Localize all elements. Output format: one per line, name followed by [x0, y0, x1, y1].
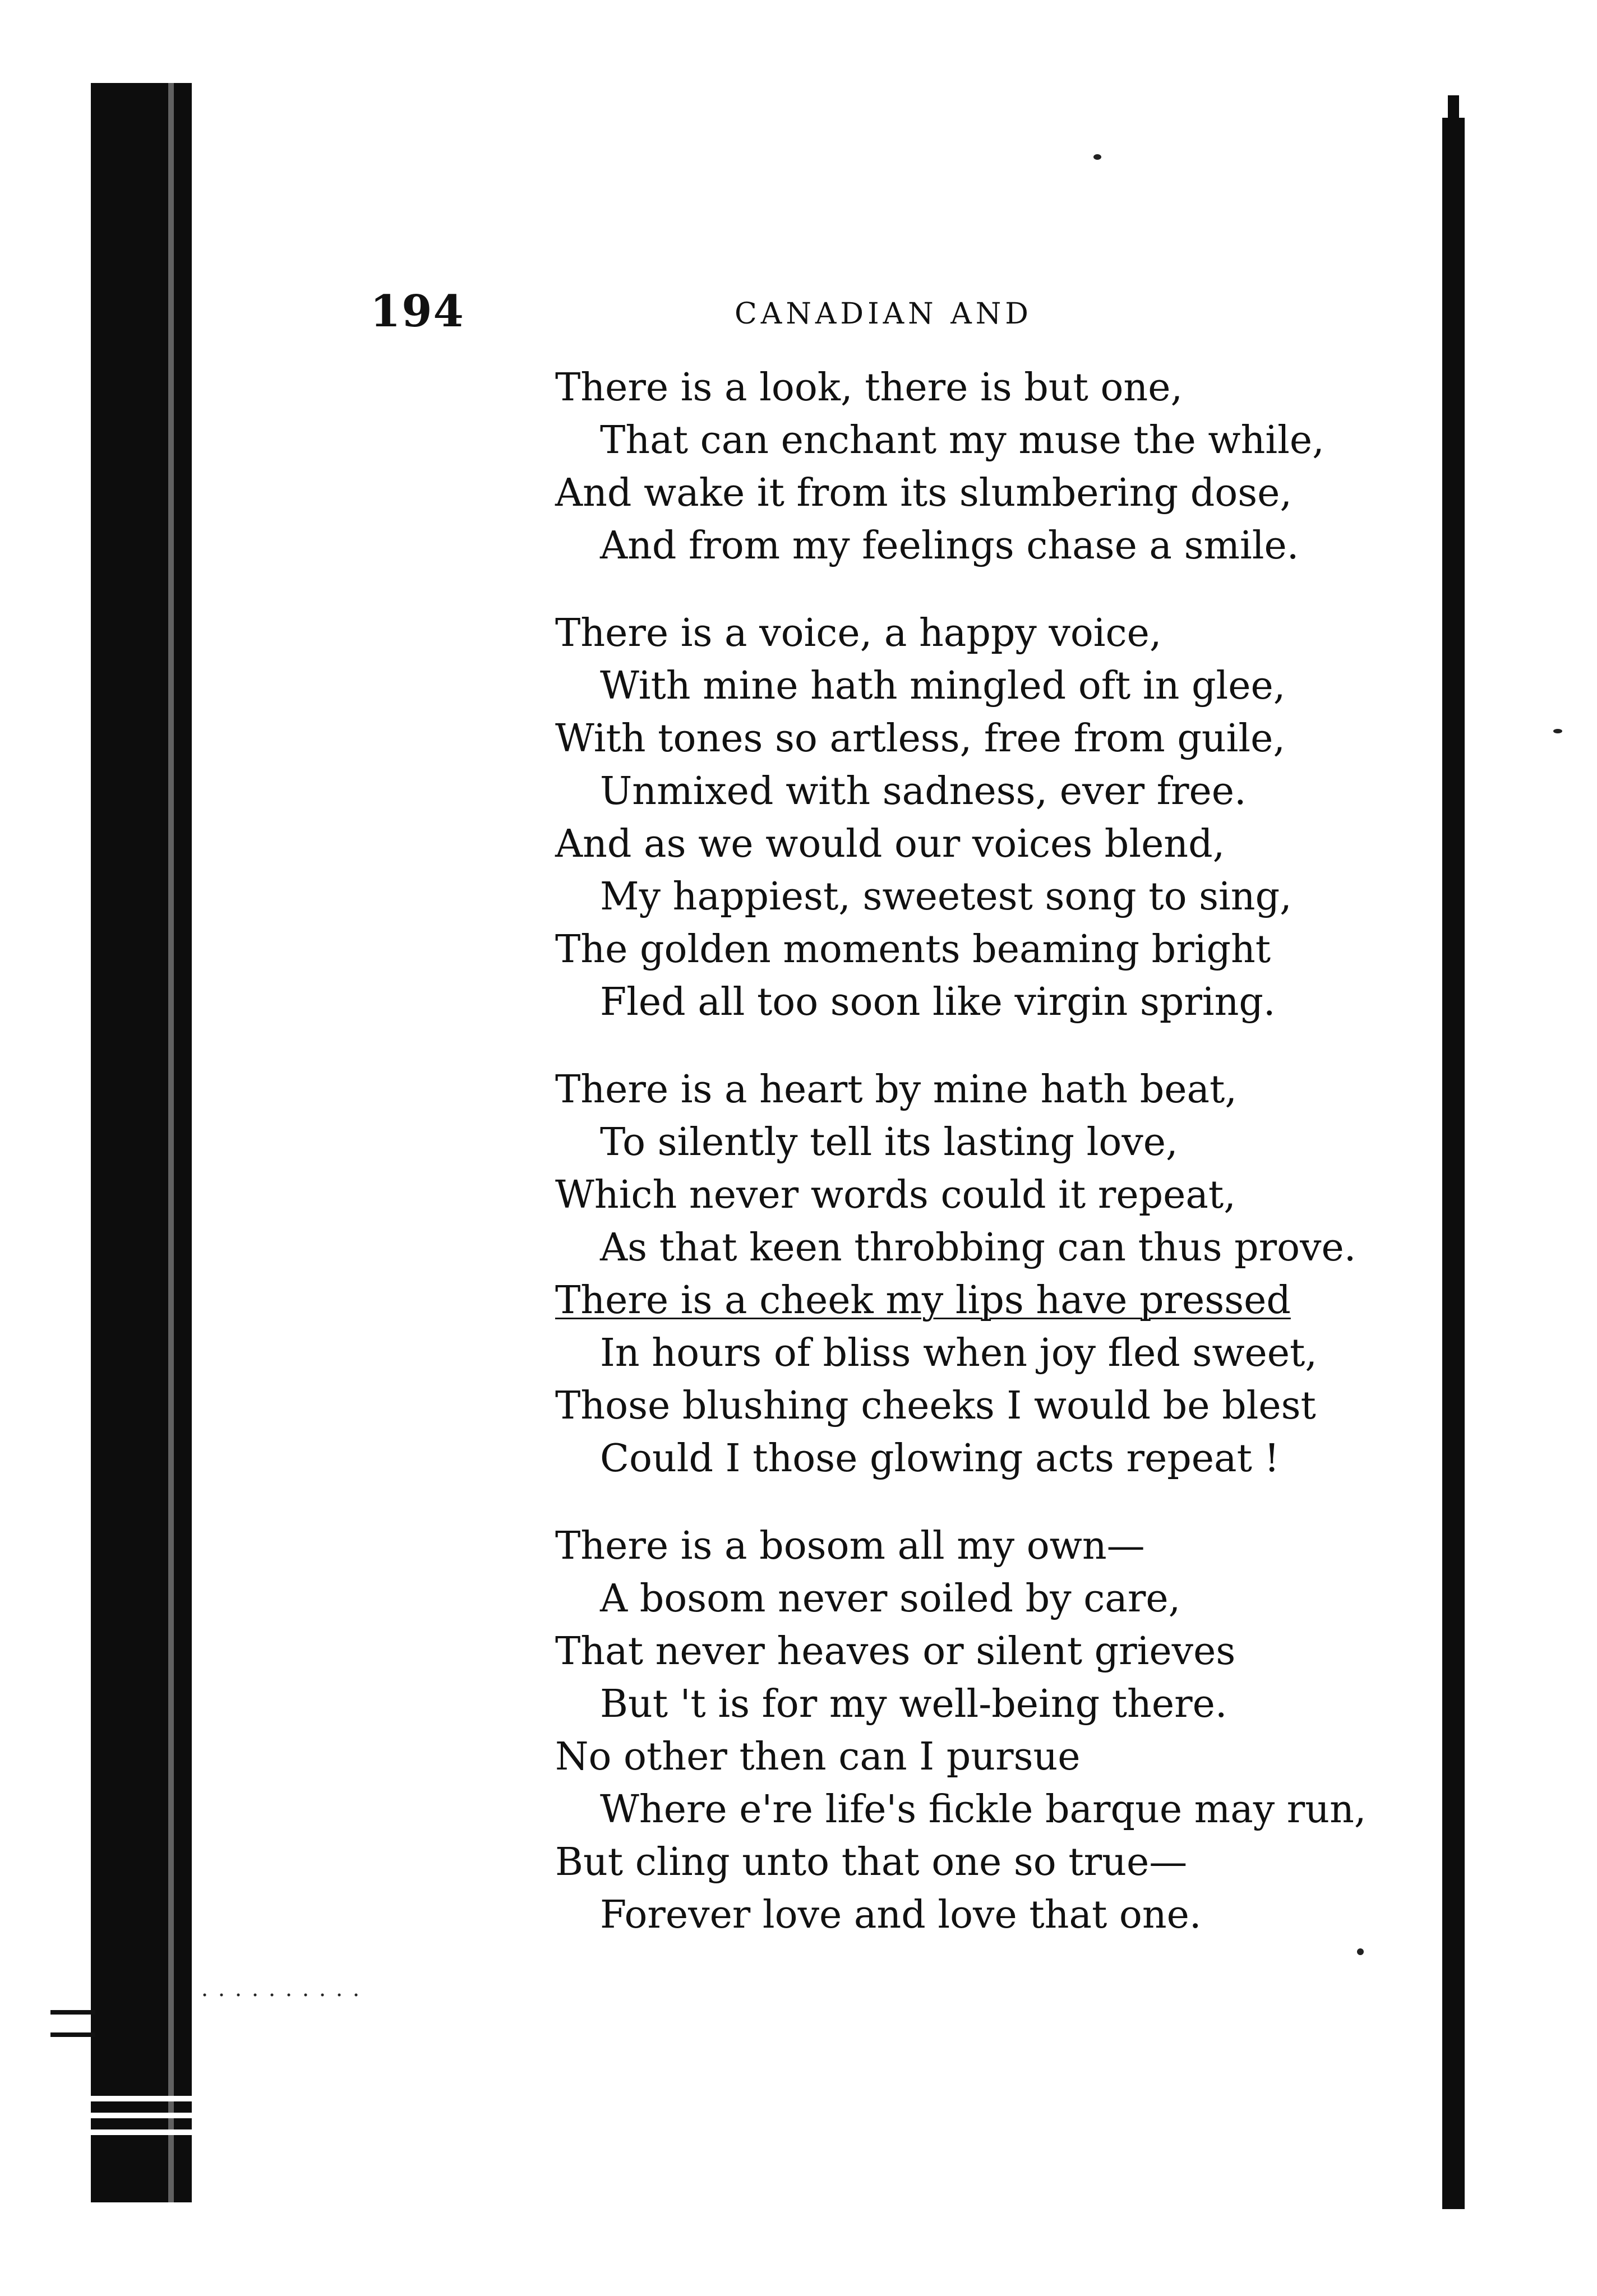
- poem-line: Fled all too soon like virgin spring.: [600, 980, 1276, 1024]
- poem-line: To silently tell its lasting love,: [600, 1120, 1178, 1165]
- page-number: 194: [370, 286, 465, 337]
- poem-line: With mine hath mingled oft in glee,: [600, 664, 1286, 708]
- poem-line: Unmixed with sadness, ever free.: [600, 769, 1247, 814]
- poem-line: There is a look, there is but one,: [555, 366, 1183, 410]
- stanza-1: [555, 362, 1340, 572]
- poem-line: Those blushing cheeks I would be blest: [555, 1384, 1316, 1428]
- poem-line: A bosom never soiled by care,: [600, 1577, 1181, 1621]
- speck: [1553, 729, 1562, 733]
- poem-line: The golden moments beaming bright: [555, 927, 1271, 972]
- speck: [1093, 154, 1101, 160]
- left-binding-highlight: [168, 83, 174, 2202]
- poem-line: Which never words could it repeat,: [555, 1173, 1236, 1217]
- right-binding-edge: [1442, 118, 1465, 2209]
- running-head: CANADIAN AND: [735, 297, 1032, 331]
- poem: [555, 362, 1367, 1976]
- poem-line: That can enchant my muse the while,: [600, 418, 1324, 463]
- stanza-4: [555, 1520, 1367, 1942]
- edge-notch: [50, 2032, 95, 2037]
- poem-line: There is a bosom all my own—: [555, 1524, 1145, 1568]
- stanza-2: [555, 607, 1340, 1029]
- stanza-3: [555, 1064, 1356, 1485]
- poem-line: But cling unto that one so true—: [555, 1840, 1188, 1884]
- stray-dots: [196, 1993, 364, 1997]
- poem-line: And wake it from its slumbering dose,: [555, 471, 1292, 515]
- poem-line: No other then can I pursue: [555, 1735, 1081, 1779]
- poem-line: Forever love and love that one.: [600, 1893, 1202, 1937]
- binding-stripe: [91, 2096, 192, 2101]
- poem-line: As that keen throbbing can thus prove.: [600, 1226, 1356, 1270]
- poem-line-underlined: There is a cheek my lips have pressed: [555, 1278, 1291, 1323]
- poem-line: And as we would our voices blend,: [555, 822, 1225, 866]
- poem-line: And from my feelings chase a smile.: [600, 524, 1299, 568]
- poem-line: But 't is for my well-being there.: [600, 1682, 1227, 1726]
- binding-stripe: [91, 2129, 192, 2135]
- poem-line: With tones so artless, free from guile,: [555, 717, 1285, 761]
- poem-line: My happiest, sweetest song to sing,: [600, 875, 1292, 919]
- edge-notch: [50, 2010, 95, 2015]
- left-binding-edge: [91, 83, 192, 2202]
- speck: [1357, 1948, 1364, 1955]
- poem-line: Where e're life's fickle barque may run,: [600, 1787, 1367, 1832]
- poem-line: That never heaves or silent grieves: [555, 1629, 1236, 1674]
- poem-line: There is a voice, a happy voice,: [555, 611, 1162, 655]
- poem-line: There is a heart by mine hath beat,: [555, 1068, 1237, 1112]
- binding-stripe: [91, 2113, 192, 2118]
- poem-line: Could I those glowing acts repeat !: [600, 1436, 1280, 1481]
- poem-line: In hours of bliss when joy fled sweet,: [600, 1331, 1317, 1375]
